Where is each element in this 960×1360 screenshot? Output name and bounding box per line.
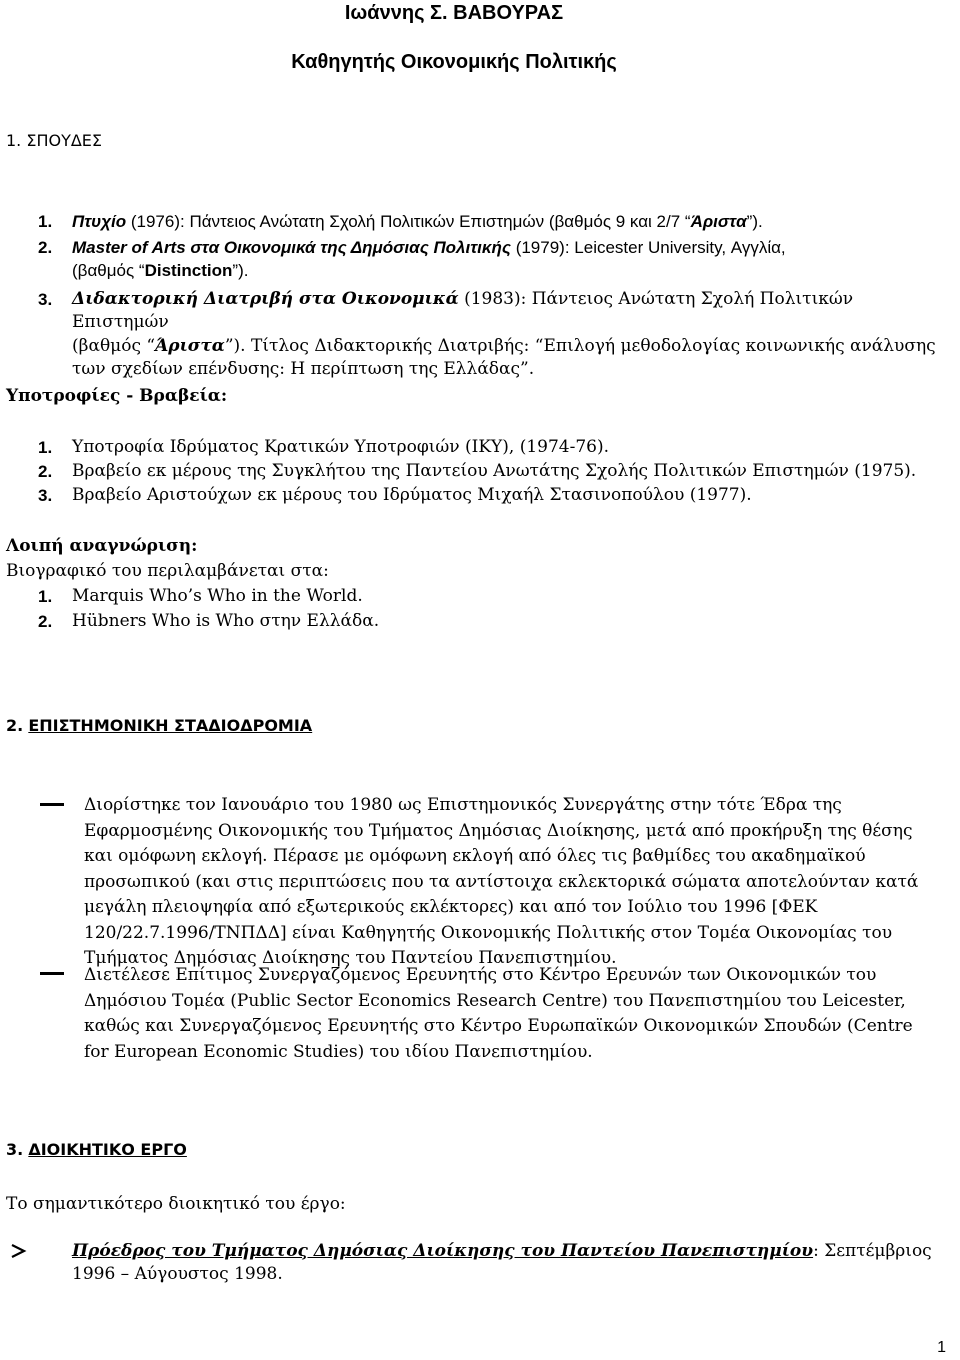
- dash-bullet: [40, 803, 64, 806]
- text-line: Διορίστηκε τον Ιανουάριο του 1980 ως Επιστημονικός Συνεργάτης στην τότε Έδρα της: [84, 795, 842, 815]
- scholarship-item-3: 3. Βραβείο Αριστούχων εκ μέρους του Ιδρύματος Μιχαήλ Στασινοπούλου (1977).: [38, 485, 752, 505]
- scholarships-heading: Υποτροφίες - Βραβεία:: [6, 386, 228, 406]
- dash-bullet: [40, 972, 64, 975]
- section-heading-career: 2. ΕΠΙΣΤΗΜΟΝΙΚΗ ΣΤΑΔΙΟΔΡΟΜΙΑ: [6, 716, 313, 735]
- text-line: for European Economic Studies) του ιδίου Πανεπιστημίου.: [84, 1041, 593, 1062]
- career-paragraph-2: [84, 963, 956, 1065]
- author-title: Καθηγητής Οικονομικής Πολιτικής: [291, 51, 617, 73]
- administrative-item-1: Πρόεδρος του Τμήματος Δημόσιας Διοίκησης του Παντείου Πανεπιστημίου: Σεπτέμβριος 1996 – Αύγουστος 1998.: [72, 1241, 932, 1285]
- arrow-bullet-icon: [10, 1243, 28, 1266]
- text-line: καθώς και Συνεργαζόμενος Ερευνητής στο Κέντρο Ευρωπαϊκών Οικονομικών Σπουδών (Centre: [84, 1016, 913, 1036]
- degree-item-2: 2. Master of Arts στα Οικονομικά της Δημόσιας Πολιτικής (1979): Leicester University, Αγγλία, (βαθμός “Distinction”).: [38, 238, 786, 281]
- text-line: και ομόφωνη εκλογή. Πέρασε με ομόφωνη εκλογή από όλες τις βαθμίδες του ακαδημαϊκού: [84, 846, 866, 866]
- text-line: προσωπικού (και στις περιπτώσεις που τα αντίστοιχα εκλεκτορικά σώματα αποτελούνταν κατά: [84, 871, 919, 892]
- degree-item-1: 1. Πτυχίο (1976): Πάντειος Ανώτατη Σχολή Πολιτικών Επιστημών (βαθμός 9 και 2/7 “Άριστα”).: [38, 212, 763, 231]
- text-line: Εφαρμοσμένης Οικονομικής του Τμήματος Δημόσιας Διοίκησης, μετά από προκήρυξη της θέσης: [84, 820, 913, 841]
- text-line: Διετέλεσε Επίτιμος Συνεργαζόμενος Ερευνητής στο Κέντρο Ερευνών των Οικονομικών του: [84, 965, 877, 985]
- section-heading-administrative: 3. ΔΙΟΙΚΗΤΙΚΟ ΕΡΓΟ: [6, 1140, 187, 1159]
- author-name: Ιωάννης Σ. ΒΑΒΟΥΡΑΣ: [344, 2, 564, 24]
- administrative-intro: Το σημαντικότερο διοικητικό του έργο:: [6, 1194, 346, 1214]
- recognition-item-2: 2. Hübners Who is Who στην Ελλάδα.: [38, 611, 380, 631]
- recognition-item-1: 1. Marquis Who’s Who in the World.: [38, 586, 363, 606]
- scholarship-item-1: 1. Υποτροφία Ιδρύματος Κρατικών Υποτροφιών (ΙΚΥ), (1974-76).: [38, 437, 610, 457]
- scholarship-item-2: 2. Βραβείο εκ μέρους της Συγκλήτου της Παντείου Ανωτάτης Σχολής Πολιτικών Επιστημών (1975).: [38, 461, 917, 481]
- text-line: Δημόσιου Τομέα (Public Sector Economics Research Centre) του Πανεπιστημίου του Leicester,: [84, 990, 906, 1011]
- text-line: Τμήματος Δημόσιας Διοίκησης του Παντείου Πανεπιστημίου.: [84, 948, 617, 968]
- recognition-heading: Λοιπή αναγνώριση:: [6, 536, 198, 556]
- page-number: 1: [937, 1339, 946, 1356]
- degree-item-3: 3. Διδακτορική Διατριβή στα Οικονομικά (1983): Πάντειος Ανώτατη Σχολή Πολιτικών Επιστημών (βαθμός “Άριστα”). Τίτλος Διδακτορικής Διατριβής: “Επιλογή μεθοδολογίας κοινωνικής ανάλυσης των σχεδίων επένδυσης: Η περίπτωση της Ελλάδας”.: [38, 289, 936, 380]
- text-line: μεγάλη πλειοψηφία από εξωτερικούς εκλέκτορες) και από τον Ιούλιο του 1996 [ΦΕΚ: [84, 897, 818, 917]
- recognition-intro: Βιογραφικό του περιλαμβάνεται στα:: [6, 561, 329, 581]
- text-line: 120/22.7.1996/ΤΝΠΔΔ] είναι Καθηγητής Οικονομικής Πολιτικής στον Τομέα Οικονομίας του: [84, 922, 893, 943]
- section-heading-studies: 1. ΣΠΟΥΔΕΣ: [6, 131, 103, 150]
- career-paragraph-1: [84, 793, 956, 972]
